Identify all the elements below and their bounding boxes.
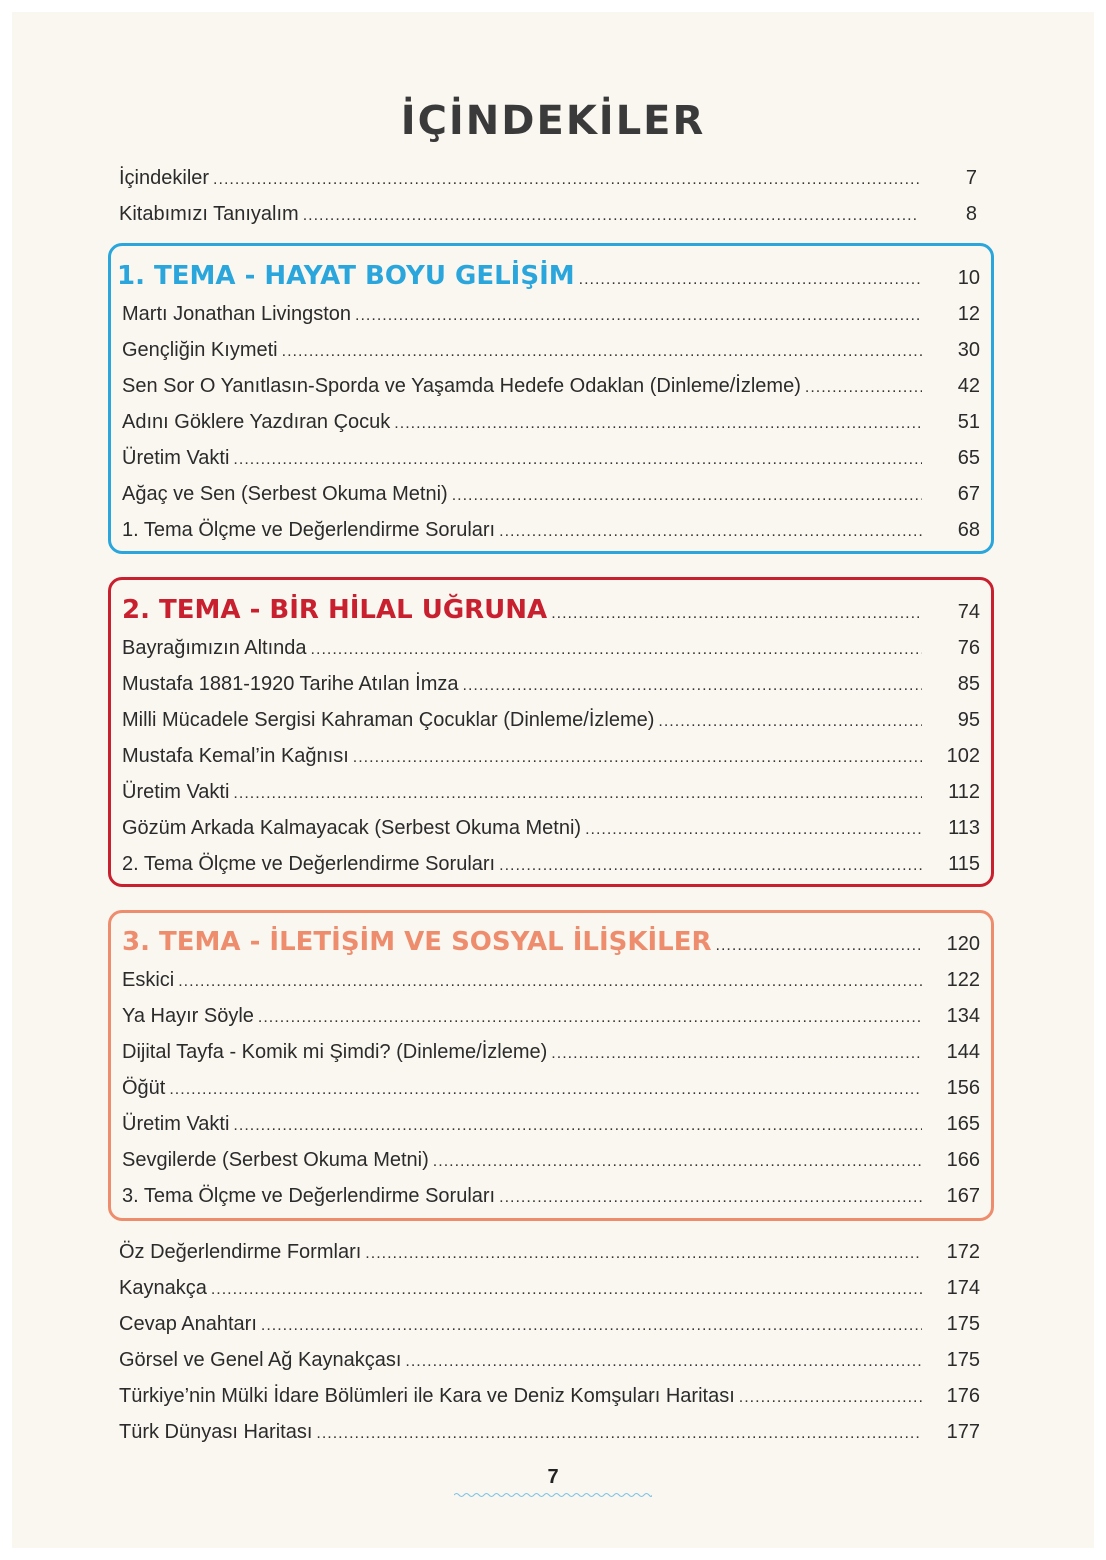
theme-heading-label: 1. TEMA - HAYAT BOYU GELİŞİM [117,261,575,291]
dot-leader [355,302,922,330]
toc-entry-page: 175 [946,1313,980,1335]
toc-entry-label: Üretim Vakti [122,1113,230,1135]
toc-entry-label: Sevgilerde (Serbest Okuma Metni) [122,1149,429,1171]
toc-entry-label: Türkiye’nin Mülki İdare Bölümleri ile Kara ve Deniz Komşuları Haritası [119,1385,735,1407]
toc-entry-page: 115 [948,853,980,875]
toc-entry-page: 30 [957,339,980,361]
toc-entry[interactable] [122,706,980,736]
dot-leader [579,266,922,294]
dot-leader [551,600,922,628]
dot-leader [452,482,922,510]
toc-entry-label: Adını Göklere Yazdıran Çocuk [122,411,391,433]
theme-heading-page: 10 [957,267,980,289]
dot-leader [233,446,922,474]
toc-entry-label: Ya Hayır Söyle [122,1005,254,1027]
toc-entry-page: 134 [946,1005,980,1027]
toc-entry-page: 112 [948,781,980,803]
toc-entry-page: 144 [946,1041,980,1063]
toc-entry-page: 85 [957,673,980,695]
toc-entry-label: 1. Tema Ölçme ve Değerlendirme Soruları [122,519,496,541]
toc-entry[interactable] [119,164,977,194]
dot-leader [311,636,922,664]
toc-entry-page: 65 [957,447,980,469]
dot-leader [394,410,922,438]
toc-entry[interactable] [122,1038,980,1068]
toc-entry-label: Milli Mücadele Sergisi Kahraman Çocuklar (Dinleme/İzleme) [122,709,655,731]
toc-entry[interactable] [122,634,980,664]
toc-entry-page: 68 [957,519,980,541]
toc-entry[interactable] [119,1418,980,1448]
toc-entry[interactable] [122,1002,980,1032]
toc-entry[interactable] [122,516,980,546]
dot-leader [303,202,919,230]
toc-entry-page: 156 [946,1077,980,1099]
toc-entry-label: Cevap Anahtarı [119,1313,257,1335]
dot-leader [805,374,922,402]
toc-entry-label: Türk Dünyası Haritası [119,1421,313,1443]
theme-3-heading[interactable] [122,928,980,960]
toc-entry-label: Öğüt [122,1077,166,1099]
theme-heading-page: 120 [946,933,980,955]
dot-leader [353,744,922,772]
theme-2-heading[interactable] [122,596,980,628]
toc-entry-label: Ağaç ve Sen (Serbest Okuma Metni) [122,483,448,505]
toc-entry-label: 3. Tema Ölçme ve Değerlendirme Soruları [122,1185,496,1207]
toc-entry[interactable] [122,408,980,438]
toc-entry[interactable] [122,300,980,330]
toc-entry-label: Görsel ve Genel Ağ Kaynakçası [119,1349,402,1371]
theme-heading-page: 74 [957,601,980,623]
toc-entry[interactable] [122,966,980,996]
toc-entry-page: 102 [946,745,980,767]
toc-entry-label: Mustafa Kemal’in Kağnısı [122,745,349,767]
toc-entry-label: Sen Sor O Yanıtlasın-Sporda ve Yaşamda Hedefe Odaklan (Dinleme/İzleme) [122,375,801,397]
toc-entry-page: 176 [946,1385,980,1407]
dot-leader [739,1384,922,1412]
decorative-wave [454,1492,652,1498]
dot-leader [178,968,922,996]
toc-entry[interactable] [122,1182,980,1212]
toc-entry-label: İçindekiler [119,167,210,189]
toc-entry-label: Kaynakça [119,1277,207,1299]
toc-entry-page: 167 [946,1185,980,1207]
toc-entry[interactable] [119,1274,980,1304]
dot-leader [282,338,922,366]
toc-entry-label: Kitabımızı Tanıyalım [119,203,299,225]
toc-entry[interactable] [122,742,980,772]
theme-heading-label: 3. TEMA - İLETİŞİM VE SOSYAL İLİŞKİLER [122,927,712,957]
toc-entry-page: 166 [946,1149,980,1171]
dot-leader [716,932,922,960]
toc-entry[interactable] [122,778,980,808]
toc-entry-page: 113 [948,817,980,839]
dot-leader [405,1348,922,1376]
toc-entry-page: 177 [946,1421,980,1443]
dot-leader [585,816,922,844]
toc-entry[interactable] [122,814,980,844]
toc-entry-label: Üretim Vakti [122,447,230,469]
page-title: İÇİNDEKİLER [400,98,706,144]
dot-leader [463,672,922,700]
toc-entry[interactable] [119,1346,980,1376]
toc-entry-label: Bayrağımızın Altında [122,637,307,659]
toc-entry-label: Öz Değerlendirme Formları [119,1241,362,1263]
dot-leader [258,1004,922,1032]
toc-entry-page: 174 [946,1277,980,1299]
toc-entry-label: Martı Jonathan Livingston [122,303,352,325]
toc-entry[interactable] [122,480,980,510]
dot-leader [365,1240,922,1268]
toc-entry-label: Dijital Tayfa - Komik mi Şimdi? (Dinleme/İzleme) [122,1041,548,1063]
toc-entry-page: 122 [946,969,980,991]
dot-leader [169,1076,922,1104]
dot-leader [316,1420,922,1448]
page-number: 7 [547,1466,559,1488]
toc-entry[interactable] [119,200,977,230]
toc-entry-page: 67 [957,483,980,505]
toc-entry-page: 51 [957,411,980,433]
toc-entry-label: Gözüm Arkada Kalmayacak (Serbest Okuma Metni) [122,817,582,839]
toc-entry[interactable] [122,336,980,366]
toc-entry[interactable] [122,850,980,880]
dot-leader [213,166,919,194]
dot-leader [233,780,922,808]
toc-entry-page: 76 [957,637,980,659]
toc-entry[interactable] [119,1382,980,1412]
toc-entry[interactable] [122,444,980,474]
toc-entry-label: 2. Tema Ölçme ve Değerlendirme Soruları [122,853,496,875]
dot-leader [499,1184,922,1212]
toc-entry[interactable] [119,1310,980,1340]
toc-entry-label: Mustafa 1881-1920 Tarihe Atılan İmza [122,673,459,695]
theme-1-heading[interactable] [117,262,980,294]
toc-entry-page: 172 [946,1241,980,1263]
toc-entry[interactable] [122,670,980,700]
toc-entry[interactable] [122,1146,980,1176]
dot-leader [233,1112,922,1140]
toc-entry[interactable] [122,372,980,402]
dot-leader [551,1040,922,1068]
dot-leader [499,852,922,880]
dot-leader [499,518,922,546]
toc-entry-page: 95 [957,709,980,731]
dot-leader [433,1148,922,1176]
toc-entry-page: 42 [957,375,980,397]
toc-entry[interactable] [122,1074,980,1104]
toc-entry-page: 7 [965,167,977,189]
dot-leader [658,708,922,736]
toc-entry[interactable] [119,1238,980,1268]
toc-entry-label: Eskici [122,969,175,991]
toc-entry-page: 165 [946,1113,980,1135]
toc-entry-label: Gençliğin Kıymeti [122,339,278,361]
theme-heading-label: 2. TEMA - BİR HİLAL UĞRUNA [122,595,548,625]
dot-leader [211,1276,922,1304]
dot-leader [261,1312,922,1340]
toc-entry-label: Üretim Vakti [122,781,230,803]
toc-entry-page: 12 [957,303,980,325]
toc-entry-page: 8 [965,203,977,225]
toc-entry[interactable] [122,1110,980,1140]
toc-entry-page: 175 [946,1349,980,1371]
